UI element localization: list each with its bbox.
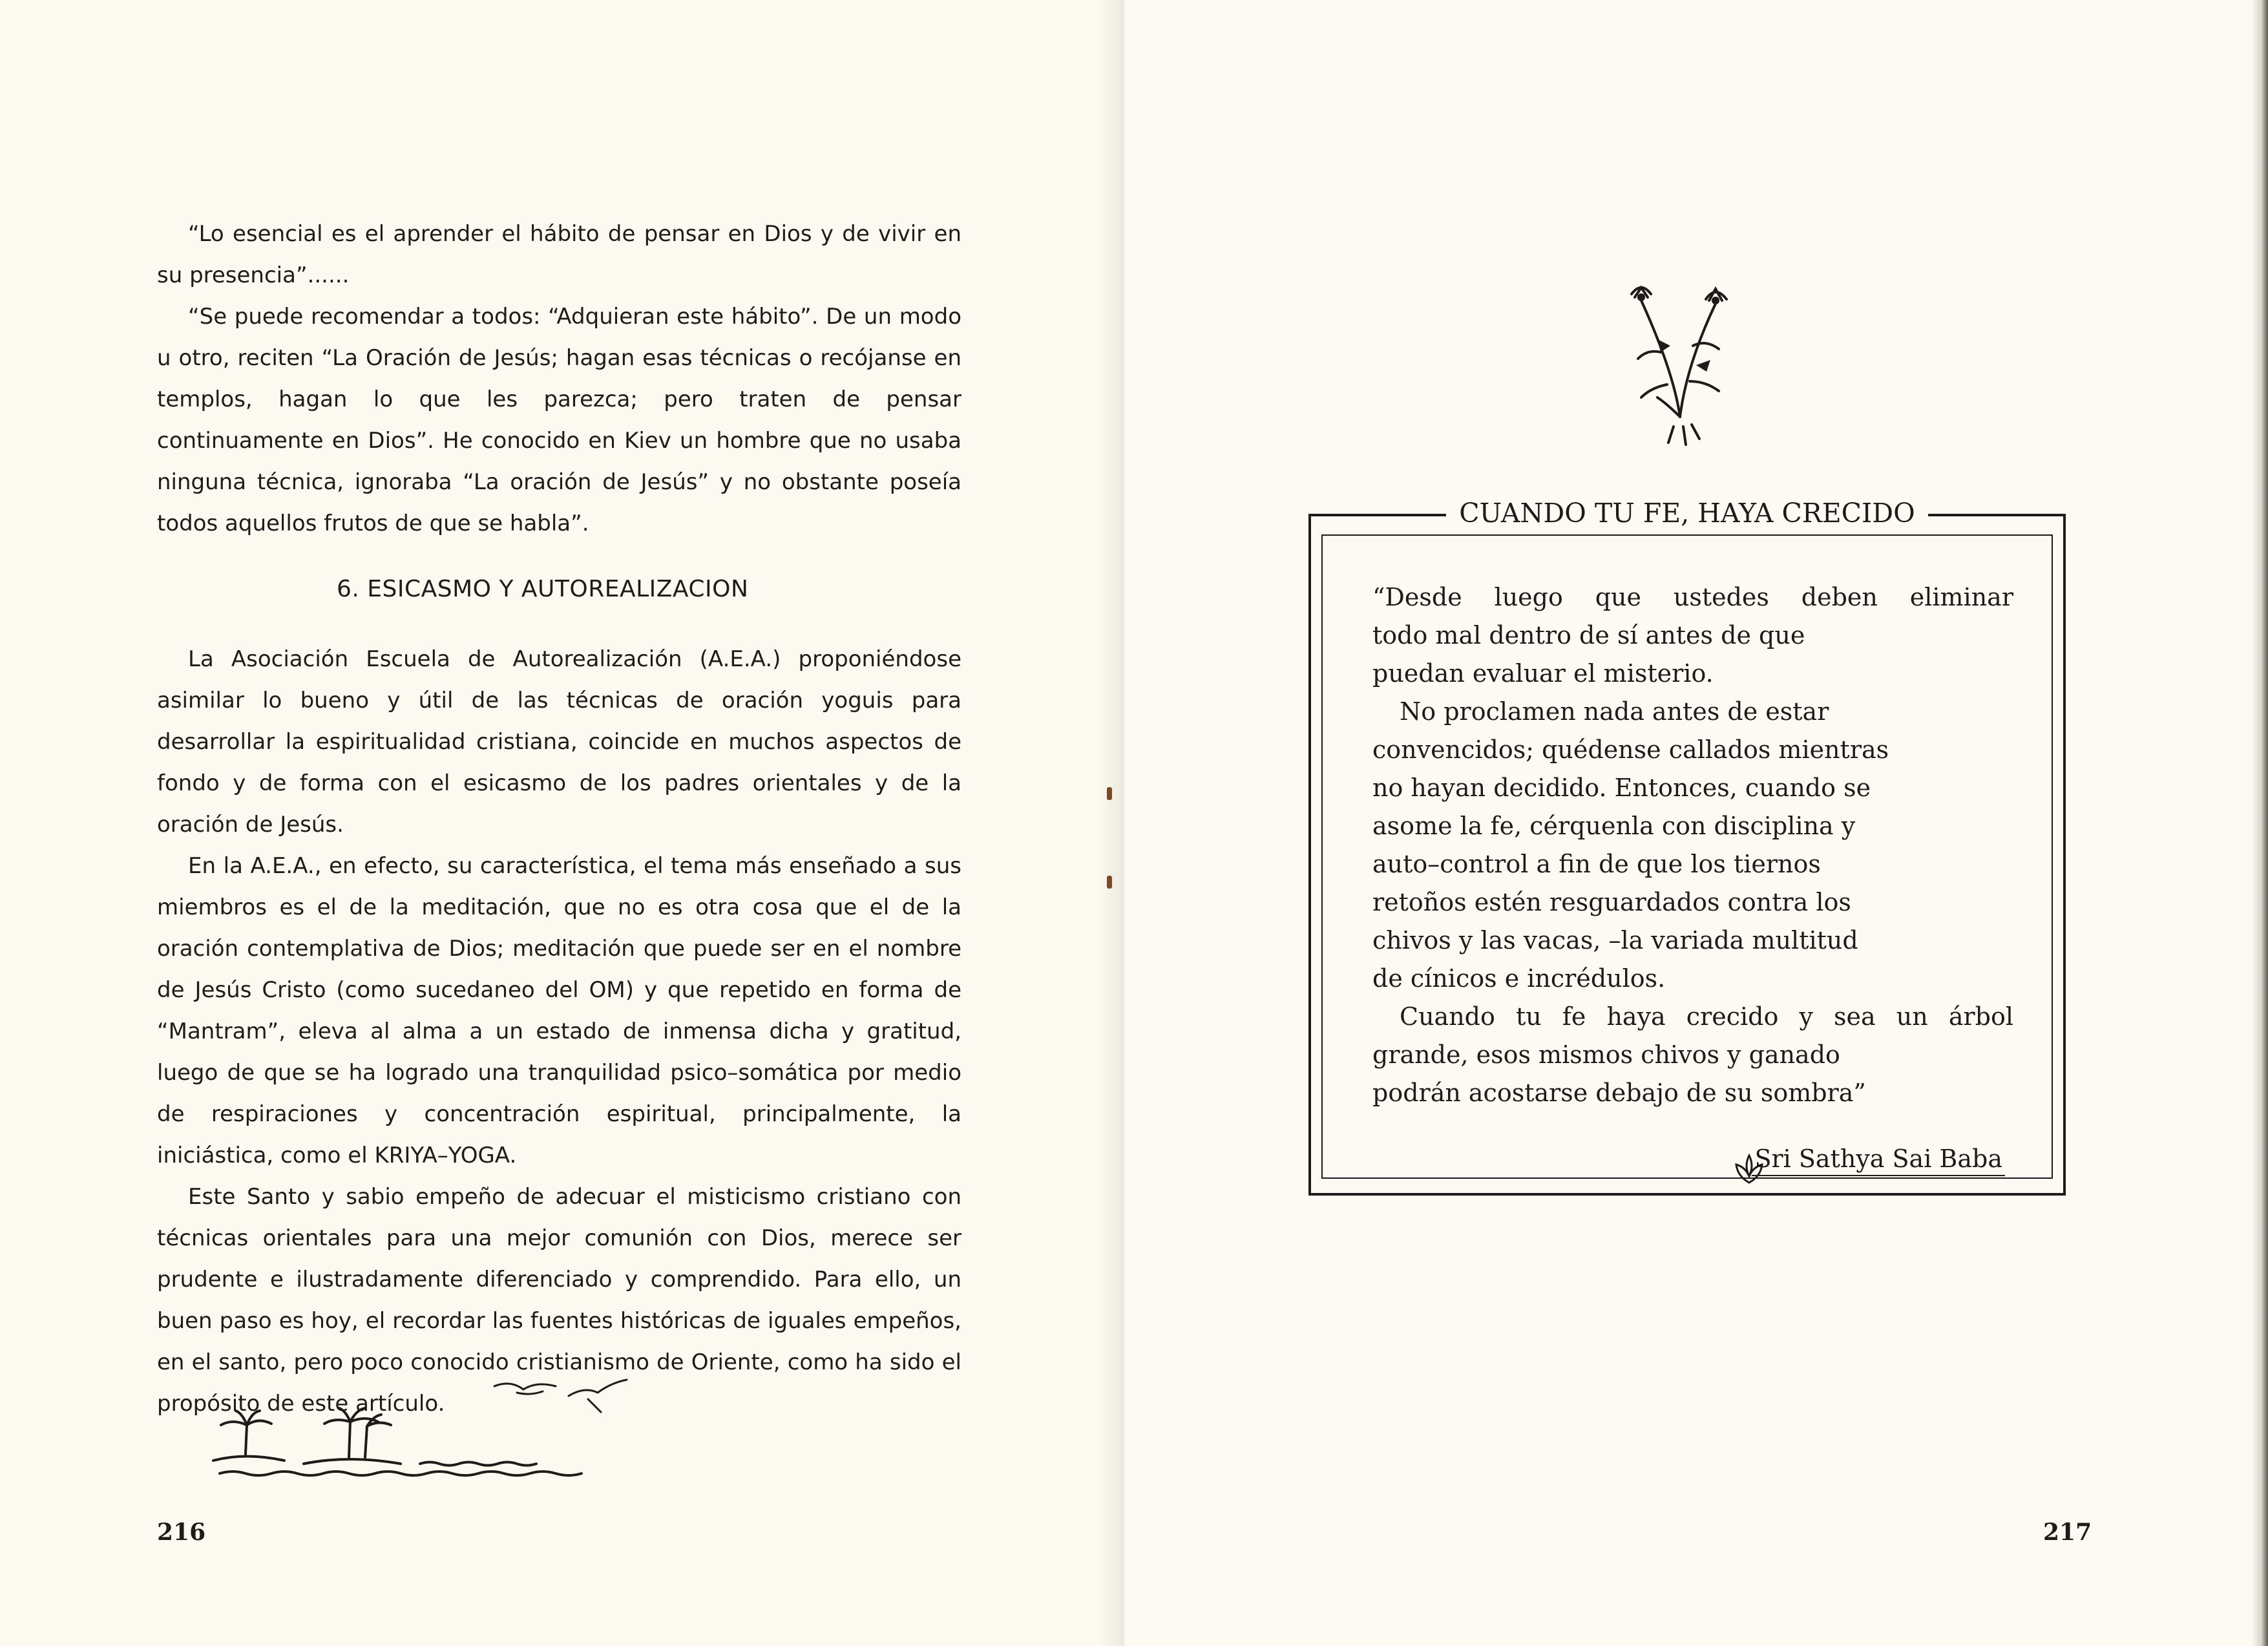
flower-sketch-icon (1596, 275, 1764, 456)
quote-line: todo mal dentro de sí antes de que (1372, 621, 1805, 649)
quote-line: No proclamen nada antes de estar (1400, 697, 1829, 726)
quote-line: asome la fe, cérquenla con disciplina y (1372, 812, 1856, 840)
birds-sketch-icon (491, 1367, 633, 1425)
left-page-text (157, 213, 961, 1424)
right-page (1124, 0, 2268, 1646)
quote-line: Cuando tu fe haya crecido y sea un árbol (1400, 1002, 2013, 1031)
page-number: 216 (157, 1519, 206, 1546)
section-heading: 6. ESICASMO Y AUTOREALIZACION (337, 576, 749, 602)
quote-text (1372, 578, 2013, 1112)
paragraph: “Se puede recomendar a todos: “Adquieran este hábito”. De un modo u otro, reciten “La Oración de Jesús; hagan esas técnicas o recójanse en templos, hagan lo que les parezca; pero traten de pensar continuamente en Dios”. He conocido en Kiev un hombre que no usaba ninguna técnica, ignoraba “La oración de Jesús” y no obstante poseía todos aquellos frutos de que se habla”. (157, 304, 961, 536)
paragraph: La Asociación Escuela de Autorealización (A.E.A.) proponiéndose asimilar lo bueno y útil de las técnicas de oración yoguis para desarrollar la espiritualidad cristiana, coincide en muchos aspectos de fondo y de forma con el esicasmo de los padres orientales y de la oración de Jesús. (157, 646, 961, 838)
left-page (0, 0, 1124, 1646)
quote-line: chivos y las vacas, –la variada multitud (1372, 926, 1858, 955)
quote-line: podrán acostarse debajo de su sombra” (1372, 1079, 1866, 1107)
quote-line: convencidos; quédense callados mientras (1372, 735, 1889, 764)
quote-line: “Desde luego que ustedes deben eliminar (1372, 583, 2013, 611)
quote-line: auto–control a fin de que los tiernos (1372, 850, 1821, 878)
quote-line: puedan evaluar el misterio. (1372, 659, 1714, 688)
quote-box (1308, 498, 2066, 1196)
quote-box-title: CUANDO TU FE, HAYA CRECIDO (1311, 497, 2063, 529)
paragraph: En la A.E.A., en efecto, su característica, el tema más enseñado a sus miembros es el de la meditación, que no es otra cosa que el de la oración contemplativa de Dios; meditación que puede ser en el nombre de Jesús Cristo (como sucedaneo del OM) y que repetido en forma de “Mantram”, eleva al alma a un estado de inmensa dicha y gratitud, luego de que se ha logrado una tranquilidad psico–somática por medio de respiraciones y concentración espiritual, principalmente, la iniciástica, como el KRIYA–YOGA. (157, 853, 961, 1168)
page-number: 217 (2043, 1519, 2092, 1546)
page-edge (2251, 0, 2268, 1646)
quote-line: de cínicos e incrédulos. (1372, 964, 1666, 993)
paragraph: Este Santo y sabio empeño de adecuar el misticismo cristiano con técnicas orientales para una mejor comunión con Dios, merece ser prudente e ilustradamente diferenciado y comprendido. Para ello, un buen paso es hoy, el recordar las fuentes históricas de iguales empeños, en el santo, pero poco conocido cristianismo de Oriente, como ha sido el propósito de este artículo. (157, 1184, 961, 1417)
quote-line: no hayan decidido. Entonces, cuando se (1372, 774, 1871, 802)
staple (1107, 876, 1112, 889)
quote-author: Sri Sathya Sai Baba (1752, 1143, 2005, 1176)
quote-line: grande, esos mismos chivos y ganado (1372, 1040, 1840, 1069)
quote-line: retoños estén resguardados contra los (1372, 888, 1851, 916)
staple (1107, 787, 1112, 800)
paragraph: “Lo esencial es el aprender el hábito de pensar en Dios y de vivir en su presencia”...... (157, 221, 961, 288)
